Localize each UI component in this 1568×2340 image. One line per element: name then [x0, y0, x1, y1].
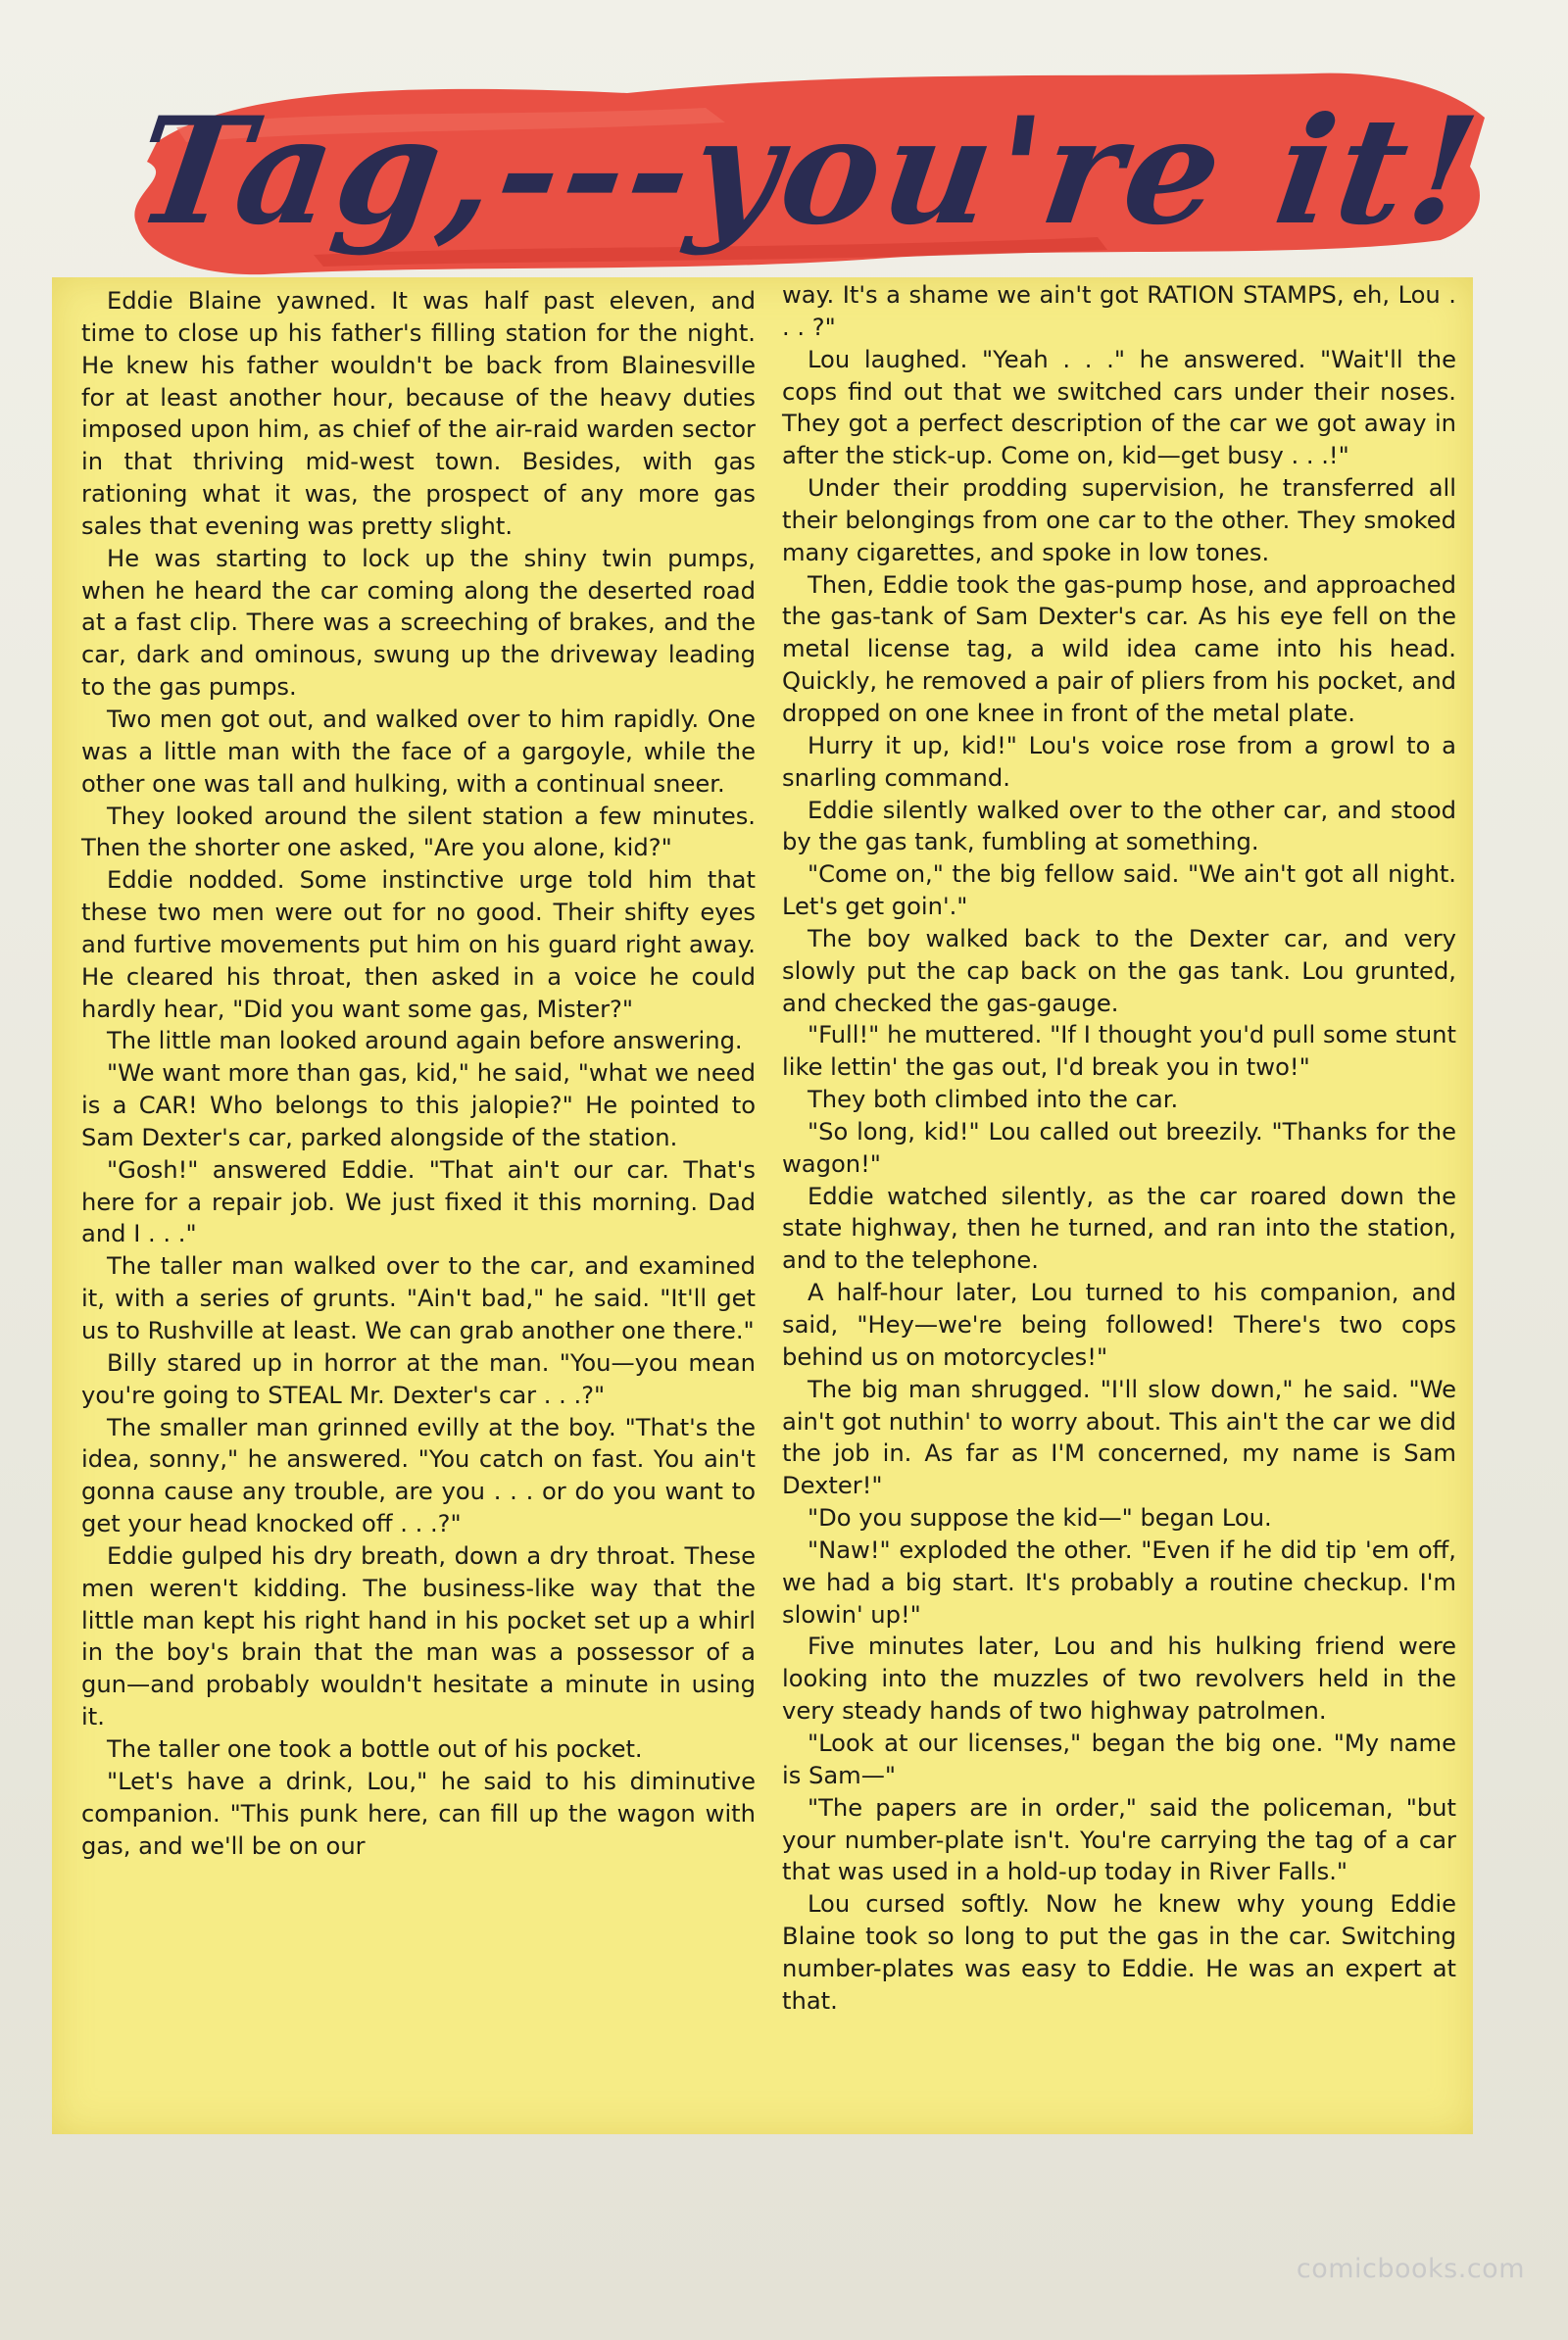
paragraph: Under their prodding supervision, he transferred all their belongings from one car to the other. They smoked many cigarettes, and spoke in low tones.	[782, 474, 1456, 566]
title-banner	[118, 49, 1499, 294]
paragraph: "Look at our licenses," began the big one. "My name is Sam—"	[782, 1729, 1456, 1789]
right-column	[782, 279, 1456, 2018]
paragraph: Lou cursed softly. Now he knew why young Eddie Blaine took so long to put the gas in the car. Switching number-plates was easy to Eddie. He was an expert at that.	[782, 1890, 1456, 2015]
story-text-panel	[52, 277, 1473, 2134]
paragraph: "Let's have a drink, Lou," he said to his diminutive companion. "This punk here, can fill up the wagon with gas, and we'll be on our	[81, 1767, 756, 1860]
paragraph: Two men got out, and walked over to him rapidly. One was a little man with the face of a gargoyle, while the other one was tall and hulking, with a continual sneer.	[81, 705, 756, 798]
site-watermark: comicbooks.com	[1296, 2254, 1525, 2284]
left-column	[81, 285, 756, 1862]
paragraph: "Do you suppose the kid—" began Lou.	[808, 1504, 1272, 1533]
paragraph: "Full!" he muttered. "If I thought you'd pull some stunt like lettin' the gas out, I'd break you in two!"	[782, 1021, 1456, 1082]
paragraph: Lou laughed. "Yeah . . ." he answered. "Wait'll the cops find out that we switched cars under their noses. They got a perfect description of the car we got away in after the stick-up. Come on, kid—get busy . . .!"	[782, 345, 1456, 470]
paragraph: "The papers are in order," said the policeman, "but your number-plate isn't. You're carrying the tag of a car that was used in a hold-up today in River Falls."	[782, 1793, 1456, 1886]
paragraph: The taller man walked over to the car, and examined it, with a series of grunts. "Ain't bad," he said. "It'll get us to Rushville at least. We can grab another one there."	[81, 1252, 756, 1344]
paragraph: The little man looked around again before answering.	[107, 1027, 743, 1055]
paragraph: A half-hour later, Lou turned to his companion, and said, "Hey—we're being followed! There's two cops behind us on motorcycles!"	[782, 1279, 1456, 1371]
paragraph: "Naw!" exploded the other. "Even if he did tip 'em off, we had a big start. It's probably a routine checkup. I'm slowin' up!"	[782, 1536, 1456, 1629]
paragraph: The boy walked back to the Dexter car, and very slowly put the cap back on the gas tank. Lou grunted, and checked the gas-gauge.	[782, 924, 1456, 1017]
paragraph: They looked around the silent station a few minutes. Then the shorter one asked, "Are you alone, kid?"	[81, 802, 756, 862]
story-title: Tag,---you're it!	[125, 85, 1492, 258]
paragraph: Eddie nodded. Some instinctive urge told him that these two men were out for no good. Their shifty eyes and furtive movements put him on his guard right away. He cleared his throat, then asked in a voice he could hardly hear, "Did you want some gas, Mister?"	[81, 866, 756, 1023]
paragraph: Eddie silently walked over to the other car, and stood by the gas tank, fumbling at something.	[782, 796, 1456, 856]
paragraph: The taller one took a bottle out of his pocket.	[107, 1734, 643, 1763]
paragraph: Five minutes later, Lou and his hulking friend were looking into the muzzles of two revolvers held in the very steady hands of two highway patrolmen.	[782, 1633, 1456, 1726]
paragraph: Eddie watched silently, as the car roared down the state highway, then he turned, and ran into the station, and to the telephone.	[782, 1182, 1456, 1275]
paragraph: way. It's a shame we ain't got RATION STAMPS, eh, Lou . . . ?"	[782, 281, 1456, 341]
paragraph: The smaller man grinned evilly at the boy. "That's the idea, sonny," he answered. "You catch on fast. You ain't gonna cause any trouble, are you . . . or do you want to get your head knocked off . . .?"	[81, 1413, 756, 1538]
paragraph: The big man shrugged. "I'll slow down," he said. "We ain't got nuthin' to worry about. This ain't the car we did the job in. As far as I'M concerned, my name is Sam Dexter!"	[782, 1375, 1456, 1500]
paragraph: Hurry it up, kid!" Lou's voice rose from a growl to a snarling command.	[782, 731, 1456, 792]
paragraph: "Come on," the big fellow said. "We ain't got all night. Let's get goin'."	[782, 860, 1456, 921]
paragraph: "Gosh!" answered Eddie. "That ain't our car. That's here for a repair job. We just fixed it this morning. Dad and I . . ."	[81, 1155, 756, 1248]
paragraph: Billy stared up in horror at the man. "You—you mean you're going to STEAL Mr. Dexter's car . . .?"	[81, 1348, 756, 1409]
paragraph: "We want more than gas, kid," he said, "what we need is a CAR! Who belongs to this jalopie?" He pointed to Sam Dexter's car, parked alongside of the station.	[81, 1059, 756, 1151]
paragraph: Then, Eddie took the gas-pump hose, and approached the gas-tank of Sam Dexter's car. As his eye fell on the metal license tag, a wild idea came into his head. Quickly, he removed a pair of pliers from his pocket, and dropped on one knee in front of the metal plate.	[782, 570, 1456, 727]
paragraph: Eddie Blaine yawned. It was half past eleven, and time to close up his father's filling station for the night. He knew his father wouldn't be back from Blainesville for at least another hour, because of the heavy duties imposed upon him, as chief of the air-raid warden sector in that thriving mid-west town. Besides, with gas rationing what it was, the prospect of any more gas sales that evening was pretty slight.	[81, 287, 756, 540]
paragraph: They both climbed into the car.	[808, 1086, 1179, 1114]
paragraph: "So long, kid!" Lou called out breezily. "Thanks for the wagon!"	[782, 1117, 1456, 1178]
paragraph: He was starting to lock up the shiny twin pumps, when he heard the car coming along the deserted road at a fast clip. There was a screeching of brakes, and the car, dark and ominous, swung up the driveway leading to the gas pumps.	[81, 544, 756, 702]
paragraph: Eddie gulped his dry breath, down a dry throat. These men weren't kidding. The business-like way that the little man kept his right hand in his pocket set up a whirl in the boy's brain that the man was a possessor of a gun—and probably wouldn't hesitate a minute in using it.	[81, 1541, 756, 1731]
